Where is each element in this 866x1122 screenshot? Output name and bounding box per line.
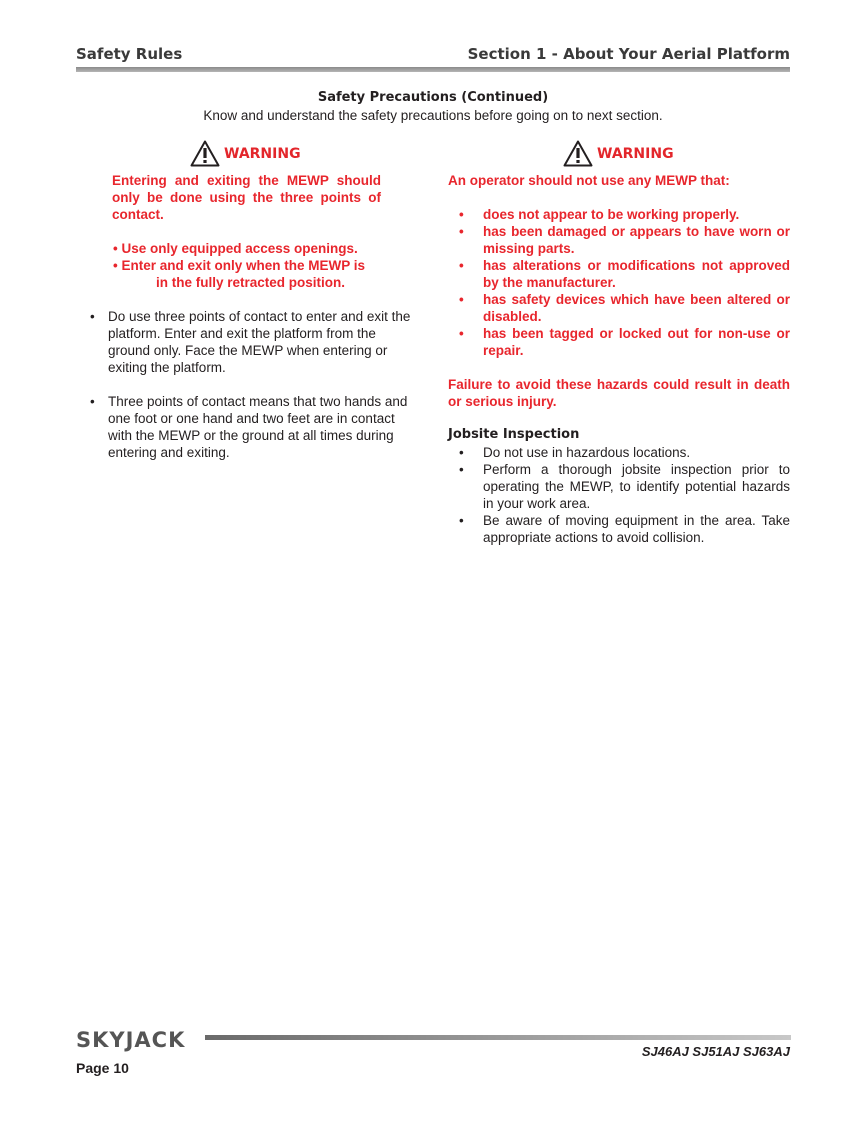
header-section-title: Safety Rules bbox=[76, 45, 183, 63]
page-number: Page 10 bbox=[76, 1060, 129, 1076]
right-warning-label: WARNING bbox=[597, 145, 674, 162]
header-divider bbox=[76, 67, 790, 72]
left-warning-bullet: in the fully retracted position. bbox=[156, 275, 346, 290]
section-title: Safety Precautions (Continued) bbox=[317, 90, 549, 105]
header-chapter-title: Section 1 - About Your Aerial Platform bbox=[467, 45, 790, 63]
model-numbers: SJ46AJ SJ51AJ SJ63AJ bbox=[641, 1044, 790, 1059]
left-warning-bullet: • Enter and exit only when the MEWP is bbox=[113, 258, 366, 273]
section-subtitle: Know and understand the safety precautions before going on to next section. bbox=[203, 108, 663, 123]
warning-triangle-icon bbox=[563, 140, 593, 167]
left-warning-text: Entering and exiting the MEWP should only be done using the three points of contact. bbox=[112, 173, 381, 222]
warning-triangle-icon bbox=[190, 140, 220, 167]
left-warning-bullet: • Use only equipped access openings. bbox=[113, 241, 358, 256]
jobsite-heading: Jobsite Inspection bbox=[448, 427, 580, 442]
right-warning-heading bbox=[563, 140, 674, 167]
right-warning-intro: An operator should not use any MEWP that: bbox=[448, 173, 730, 188]
failure-warning-text: Failure to avoid these hazards could result in death or serious injury. bbox=[448, 377, 790, 409]
left-warning-label: WARNING bbox=[224, 145, 301, 162]
left-warning-heading bbox=[190, 140, 301, 167]
footer-divider bbox=[205, 1035, 791, 1040]
skyjack-logo: SKYJACK bbox=[76, 1028, 186, 1052]
